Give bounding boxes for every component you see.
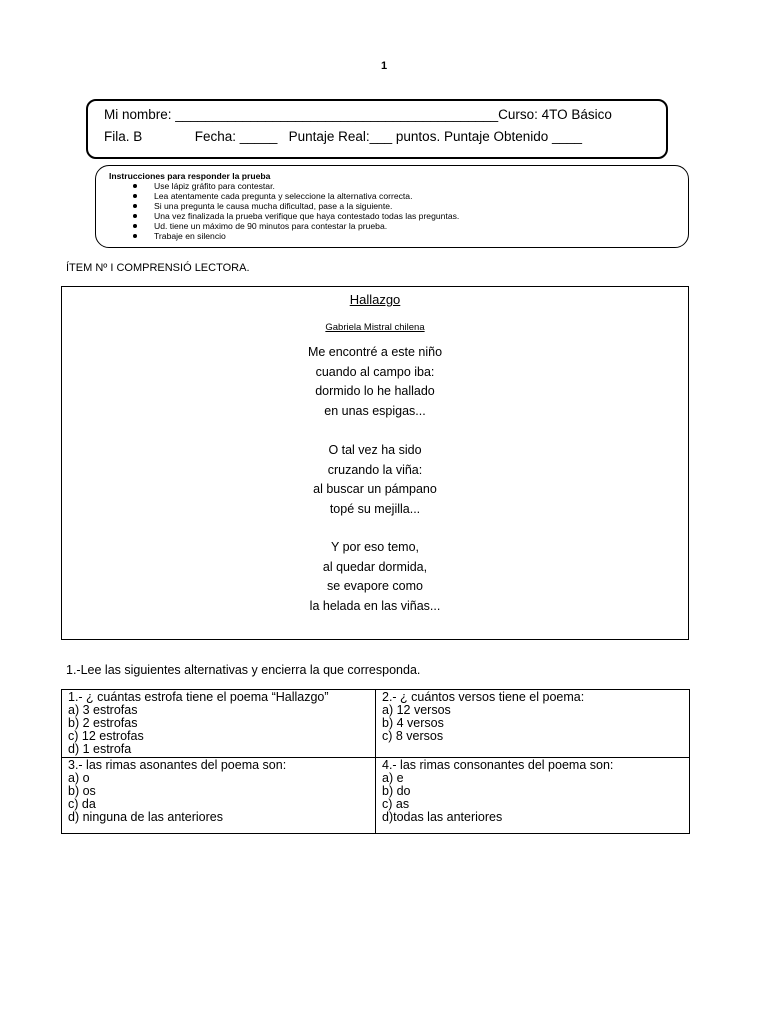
poem-stanza-2 bbox=[62, 441, 688, 519]
table-row bbox=[62, 690, 690, 758]
answer-option[interactable]: c) 12 estrofas bbox=[68, 729, 144, 743]
question-cell-4 bbox=[376, 758, 690, 834]
answer-option[interactable]: b) 2 estrofas bbox=[68, 716, 138, 730]
poem-verse: Y por eso temo, bbox=[330, 540, 419, 554]
question-cell-2 bbox=[376, 690, 690, 758]
poem-title: Hallazgo bbox=[349, 292, 401, 307]
table-row bbox=[62, 758, 690, 834]
question-cell-3 bbox=[62, 758, 376, 834]
bullet-icon bbox=[133, 234, 137, 238]
question-prompt: 4.- las rimas consonantes del poema son: bbox=[382, 758, 614, 772]
answer-option[interactable]: c) 8 versos bbox=[382, 729, 444, 743]
instruction-item: Ud. tiene un máximo de 90 minutos para contestar la prueba. bbox=[96, 221, 459, 231]
question-prompt: 2.- ¿ cuántos versos tiene el poema: bbox=[382, 690, 585, 704]
bullet-icon bbox=[133, 184, 137, 188]
answer-option[interactable]: c) da bbox=[68, 797, 96, 811]
row-date-score-line[interactable]: Fila. B Fecha: _____ Puntaje Real:___ puntos. Puntaje Obtenido ____ bbox=[104, 129, 583, 144]
question-prompt: 3.- las rimas asonantes del poema son: bbox=[68, 758, 287, 772]
poem-stanza-3 bbox=[62, 538, 688, 616]
poem-verse: dormido lo he hallado bbox=[315, 384, 435, 398]
poem-author: Gabriela Mistral chilena bbox=[325, 322, 425, 333]
answer-option[interactable]: a) o bbox=[68, 771, 90, 785]
page-number: 1 bbox=[380, 60, 388, 72]
poem-verse: Me encontré a este niño bbox=[307, 345, 443, 359]
instructions-title: Instrucciones para responder la prueba bbox=[109, 171, 271, 181]
answer-option[interactable]: a) 12 versos bbox=[382, 703, 451, 717]
poem-stanza-1 bbox=[62, 343, 688, 421]
instruction-item: Si una pregunta le causa mucha dificultad, pase a la siguiente. bbox=[96, 201, 459, 211]
answer-option[interactable]: d) ninguna de las anteriores bbox=[68, 810, 223, 824]
answer-option[interactable]: b) 4 versos bbox=[382, 716, 444, 730]
questions-intro: 1.-Lee las siguientes alternativas y encierra la que corresponda. bbox=[66, 663, 421, 677]
instructions-list bbox=[96, 181, 459, 241]
poem-box bbox=[61, 286, 689, 640]
bullet-icon bbox=[133, 224, 137, 228]
answer-option[interactable]: c) as bbox=[382, 797, 410, 811]
poem-verse: cruzando la viña: bbox=[327, 462, 423, 477]
bullet-icon bbox=[133, 194, 137, 198]
student-name-course-line[interactable]: Mi nombre: ___________________________________________Curso: 4TO Básico bbox=[104, 107, 612, 122]
answer-option[interactable]: b) do bbox=[382, 784, 411, 798]
answer-option[interactable]: a) 3 estrofas bbox=[68, 703, 138, 717]
bullet-icon bbox=[133, 214, 137, 218]
question-prompt: 1.- ¿ cuántas estrofa tiene el poema “Hallazgo” bbox=[68, 690, 329, 704]
poem-verse: se evapore como bbox=[327, 579, 423, 593]
answer-option[interactable]: d)todas las anteriores bbox=[382, 810, 503, 824]
instruction-item: Una vez finalizada la prueba verifique que haya contestado todas las preguntas. bbox=[96, 211, 459, 221]
answer-option[interactable]: a) e bbox=[382, 771, 404, 785]
answer-option[interactable]: d) 1 estrofa bbox=[68, 742, 132, 756]
instructions-box bbox=[95, 165, 689, 248]
poem-verse: topé su mejilla... bbox=[329, 501, 421, 516]
bullet-icon bbox=[133, 204, 137, 208]
question-cell-1 bbox=[62, 690, 376, 758]
section-title: ÍTEM Nº I COMPRENSIÓ LECTORA. bbox=[66, 262, 250, 274]
poem-verse: O tal vez ha sido bbox=[328, 443, 422, 457]
answer-option[interactable]: b) os bbox=[68, 784, 96, 798]
instruction-item: Lea atentamente cada pregunta y seleccione la alternativa correcta. bbox=[96, 191, 459, 201]
poem-verse: la helada en las viñas... bbox=[309, 598, 441, 613]
poem-verse: en unas espigas... bbox=[324, 403, 426, 418]
poem-verse: al quedar dormida, bbox=[322, 559, 428, 574]
questions-table bbox=[61, 689, 690, 834]
poem-verse: cuando al campo iba: bbox=[315, 364, 435, 379]
instruction-item: Trabaje en silencio bbox=[96, 231, 459, 241]
poem-verse: al buscar un pámpano bbox=[313, 482, 437, 496]
student-info-box bbox=[86, 99, 668, 159]
instruction-item: Use lápiz gráfito para contestar. bbox=[96, 181, 459, 191]
